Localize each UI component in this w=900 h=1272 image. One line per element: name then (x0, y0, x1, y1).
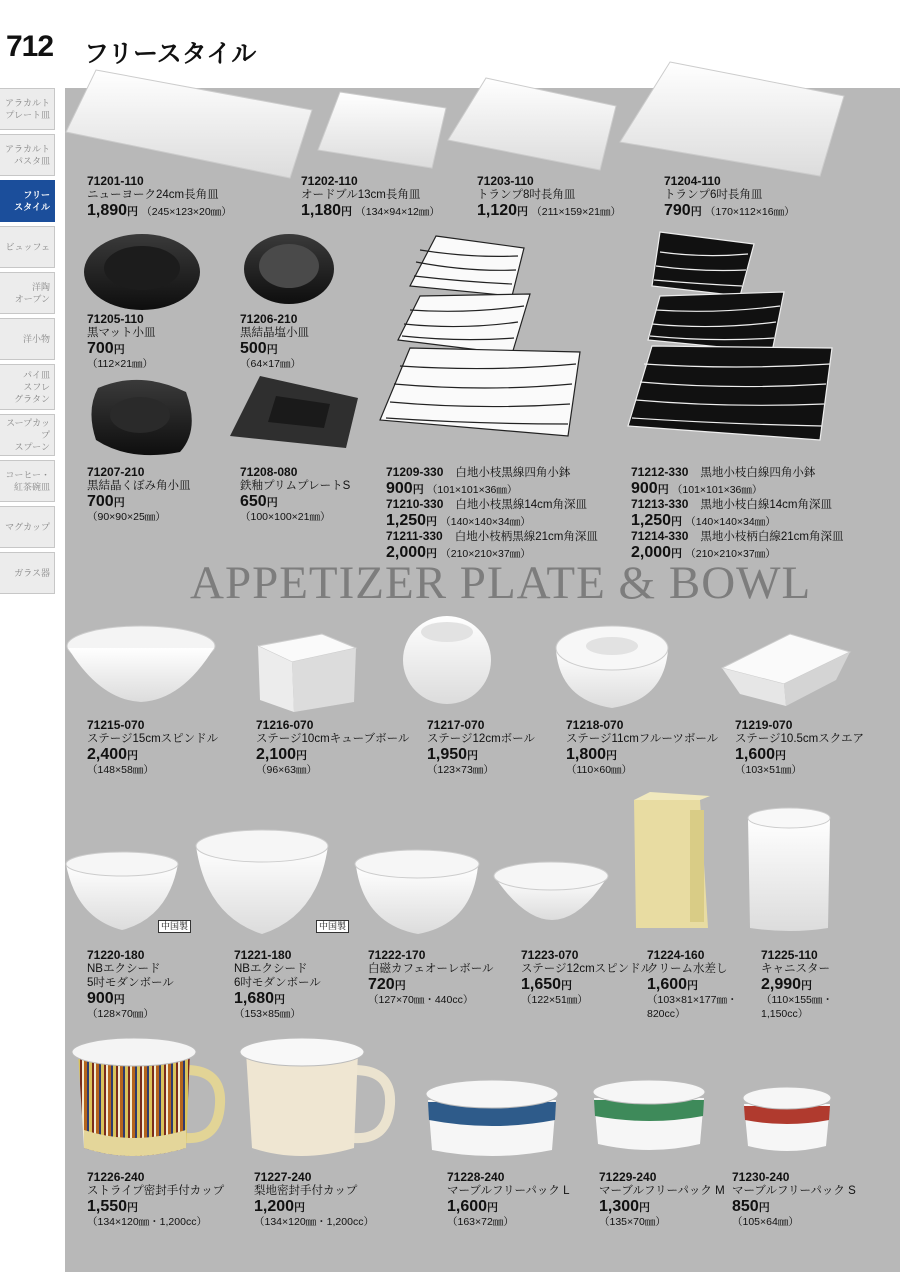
product-code: 71225-110 (761, 948, 818, 962)
product-price: 700 (87, 493, 114, 510)
product-71201: 71201-110 ニューヨーク24cm長角皿 1,890円 （245×123×20㎜） (87, 174, 232, 219)
product-price: 650 (240, 493, 267, 510)
product-name: ニューヨーク24cm長角皿 (87, 189, 219, 201)
product-price: 2,990 (761, 976, 802, 993)
product-71230: 71230-240 マーブルフリーパック S 850円 （105×64㎜） (732, 1170, 856, 1228)
product-71218: 71218-070 ステージ11cmフルーツボール 1,800円 （110×60㎜） (566, 718, 719, 776)
product-71225: 71225-110 キャニスター 2,990円 （110×155㎜・ 1,150cc） (761, 948, 833, 1020)
cup-71227-image (240, 1038, 390, 1156)
nav-item-coffee-tea[interactable]: コーヒー・ 紅茶碗皿 (0, 460, 55, 502)
product-price: 1,650 (521, 976, 562, 993)
pack-71228-image (426, 1080, 558, 1156)
product-group-black-branch: 71212-330 黒地小枝白線四角小鉢 900円 （101×101×36㎜） 71213-330 黒地小枝白線14cm角深皿 1,250円 （140×140×34㎜） 71214-330 黒地小枝柄白線21cm角深皿 2,000円 （210×210×37㎜） (631, 465, 844, 561)
product-price: 2,100 (256, 746, 297, 763)
product-code: 71205-110 (87, 312, 144, 326)
product-price: 720 (368, 976, 395, 993)
product-71229: 71229-240 マーブルフリーパック M 1,300円 （135×70㎜） (599, 1170, 725, 1228)
nav-item-western-oven[interactable]: 洋陶 オーブン (0, 272, 55, 314)
product-dims: （127×70㎜・440cc） (368, 994, 474, 1006)
product-dims: （110×155㎜・ 1,150cc） (761, 994, 833, 1020)
page-number: 712 (6, 30, 54, 63)
product-code: 71220-180 (87, 948, 145, 962)
plate-71208-image (230, 376, 358, 448)
product-name: トランプ6吋長角皿 (664, 189, 763, 201)
product-code: 71227-240 (254, 1170, 312, 1184)
product-code: 71201-110 (87, 174, 144, 188)
canister-71225-image (748, 808, 830, 931)
bowl-71215-image (67, 626, 215, 702)
nav-item-western-small[interactable]: 洋小物 (0, 318, 55, 360)
product-71202: 71202-110 オードブル13cm長角皿 1,180円 （134×94×12㎜） (301, 174, 440, 219)
plate-71204-image (620, 62, 844, 176)
product-name: NBエクシード 5吋モダンボール (87, 963, 174, 989)
product-71204: 71204-110 トランプ6吋長角皿 790円 （170×112×16㎜） (664, 174, 795, 219)
product-price: 700 (87, 340, 114, 357)
product-name: クリーム水差し (647, 963, 728, 975)
product-dims: （245×123×20㎜） (141, 206, 232, 218)
product-price: 790 (664, 202, 691, 219)
product-dims: （135×70㎜） (599, 1216, 666, 1228)
product-71208: 71208-080 鉄釉プリムプレートS 650円 （100×100×21㎜） (240, 465, 351, 523)
product-71203: 71203-110 トランプ8吋長角皿 1,120円 （211×159×21㎜） (477, 174, 621, 219)
page-title: フリースタイル (84, 40, 257, 68)
product-dims: （134×94×12㎜） (355, 206, 440, 218)
product-price: 850 (732, 1198, 759, 1215)
product-dims: （123×73㎜） (427, 764, 494, 776)
product-price: 1,200 (254, 1198, 295, 1215)
nav-item-glassware[interactable]: ガラス器 (0, 552, 55, 594)
bowl-71219-image (722, 634, 850, 706)
product-name: ステージ12cmボール (427, 733, 535, 745)
product-dims: （96×63㎜） (256, 764, 317, 776)
product-dims: （103×81×177㎜・ 820cc） (647, 994, 738, 1020)
product-71207: 71207-210 黒結晶くぼみ角小皿 700円 （90×90×25㎜） (87, 465, 191, 523)
product-name: ステージ10.5cmスクエア (735, 733, 865, 745)
product-71224: 71224-160 クリーム水差し 1,600円 （103×81×177㎜・ 820cc） (647, 948, 738, 1020)
product-code: 71219-070 (735, 718, 793, 732)
product-name: 黒マット小皿 (87, 327, 156, 339)
product-code: 71202-110 (301, 174, 358, 188)
product-dims: （100×100×21㎜） (240, 511, 331, 523)
product-71216: 71216-070 ステージ10cmキューブボール 2,100円 （96×63㎜） (256, 718, 410, 776)
product-71220: 71220-180 NBエクシード 5吋モダンボール 900円 （128×70㎜） (87, 948, 174, 1020)
product-code: 71221-180 (234, 948, 292, 962)
product-dims: （148×58㎜） (87, 764, 154, 776)
product-price: 1,890 (87, 202, 128, 219)
plate-71203-image (448, 78, 616, 170)
product-name: NBエクシード 6吋モダンボール (234, 963, 321, 989)
product-code: 71217-070 (427, 718, 485, 732)
product-name: ステージ12cmスピンドル (521, 963, 653, 975)
product-dims: （211×159×21㎜） (531, 206, 621, 218)
product-price: 500 (240, 340, 267, 357)
product-name: ストライプ密封手付カップ (87, 1185, 225, 1197)
plate-71206-image (244, 234, 334, 304)
product-71228: 71228-240 マーブルフリーパック L 1,600円 （163×72㎜） (447, 1170, 570, 1228)
product-price: 2,400 (87, 746, 128, 763)
product-71222: 71222-170 白磁カフェオーレボール 720円 （127×70㎜・440cc） (368, 948, 494, 1006)
product-code: 71203-110 (477, 174, 534, 188)
product-code: 71215-070 (87, 718, 145, 732)
product-name: トランプ8吋長角皿 (477, 189, 576, 201)
bowl-71217-image (403, 616, 491, 704)
jug-71224-image (634, 792, 710, 928)
nav-item-a-la-carte-pasta[interactable]: アラカルト パスタ皿 (0, 134, 55, 176)
product-code: 71208-080 (240, 465, 298, 479)
product-dims: （134×120㎜・1,200cc） (254, 1216, 374, 1228)
product-name: 梨地密封手付カップ (254, 1185, 358, 1197)
product-code: 71229-240 (599, 1170, 657, 1184)
pack-71229-image (593, 1080, 705, 1150)
product-name: オードブル13cm長角皿 (301, 189, 421, 201)
product-name: ステージ11cmフルーツボール (566, 733, 719, 745)
product-code: 71224-160 (647, 948, 705, 962)
product-71221: 71221-180 NBエクシード 6吋モダンボール 1,680円 （153×85㎜） (234, 948, 321, 1020)
product-71217: 71217-070 ステージ12cmボール 1,950円 （123×73㎜） (427, 718, 535, 776)
product-price: 1,950 (427, 746, 468, 763)
product-price: 1,300 (599, 1198, 640, 1215)
plate-71201-image (66, 70, 312, 178)
product-dims: （128×70㎜） (87, 1008, 154, 1020)
plate-71207-image (91, 380, 191, 455)
product-name: 鉄釉プリムプレートS (240, 480, 351, 492)
product-price: 900 (87, 990, 114, 1007)
product-code: 71223-070 (521, 948, 579, 962)
product-code: 71226-240 (87, 1170, 145, 1184)
product-code: 71222-170 (368, 948, 426, 962)
bowl-71221-image (196, 830, 328, 934)
product-price: 1,180 (301, 202, 342, 219)
nav-item-soup-cup-spoon[interactable]: スープカップ スプーン (0, 414, 55, 456)
bowl-71220-image (66, 852, 178, 930)
product-name: マーブルフリーパック L (447, 1185, 570, 1197)
product-code: 71206-210 (240, 312, 298, 326)
nav-item-a-la-carte-plate[interactable]: アラカルト プレート皿 (0, 88, 55, 130)
product-dims: （110×60㎜） (566, 764, 633, 776)
section-watermark: APPETIZER PLATE & BOWL (190, 557, 812, 609)
product-71226: 71226-240 ストライプ密封手付カップ 1,550円 （134×120㎜・1,200cc） (87, 1170, 225, 1228)
product-dims: （153×85㎜） (234, 1008, 301, 1020)
bowl-71216-image (258, 634, 356, 712)
product-code: 71230-240 (732, 1170, 790, 1184)
product-code: 71228-240 (447, 1170, 505, 1184)
bowl-71223-image (494, 862, 608, 920)
product-71215: 71215-070 ステージ15cmスピンドル 2,400円 （148×58㎜） (87, 718, 219, 776)
plate-71205-image (84, 234, 200, 310)
bowl-71218-image (556, 626, 668, 708)
product-name: マーブルフリーパック S (732, 1185, 856, 1197)
product-71205: 71205-110 黒マット小皿 700円 （112×21㎜） (87, 312, 156, 370)
product-price: 1,800 (566, 746, 607, 763)
product-dims: （103×51㎜） (735, 764, 802, 776)
product-name: マーブルフリーパック M (599, 1185, 725, 1197)
cup-71226-image (72, 1038, 220, 1156)
bowl-71222-image (355, 850, 479, 934)
product-price: 1,550 (87, 1198, 128, 1215)
product-dims: （134×120㎜・1,200cc） (87, 1216, 207, 1228)
product-code: 71216-070 (256, 718, 314, 732)
plate-71202-image (318, 92, 446, 168)
product-dims: （112×21㎜） (87, 358, 154, 370)
nav-item-free-style[interactable]: フリー スタイル (0, 180, 55, 222)
product-name: ステージ10cmキューブボール (256, 733, 410, 745)
product-code: 71204-110 (664, 174, 721, 188)
product-dims: （122×51㎜） (521, 994, 588, 1006)
product-group-white-branch: 71209-330 白地小枝黒線四角小鉢 900円 （101×101×36㎜） 71210-330 白地小枝黒線14cm角深皿 1,250円 （140×140×34㎜） 71211-330 白地小枝柄黒線21cm角深皿 2,000円 （210×210×37㎜） (386, 465, 598, 561)
product-name: 黒結晶くぼみ角小皿 (87, 480, 191, 492)
product-name: ステージ15cmスピンドル (87, 733, 219, 745)
product-71219: 71219-070 ステージ10.5cmスクエア 1,600円 （103×51㎜） (735, 718, 865, 776)
product-71227: 71227-240 梨地密封手付カップ 1,200円 （134×120㎜・1,200cc） (254, 1170, 374, 1228)
product-price: 1,680 (234, 990, 275, 1007)
pack-71230-image (743, 1087, 831, 1151)
bowl-set-71212-image (628, 232, 832, 440)
product-name: キャニスター (761, 963, 830, 975)
product-71206: 71206-210 黒結晶塩小皿 500円 （64×17㎜） (240, 312, 309, 370)
product-code: 71218-070 (566, 718, 624, 732)
product-name: 黒結晶塩小皿 (240, 327, 309, 339)
product-dims: （170×112×16㎜） (704, 206, 795, 218)
nav-item-mug[interactable]: マグカップ (0, 506, 55, 548)
product-name: 白磁カフェオーレボール (368, 963, 494, 975)
product-price: 1,600 (647, 976, 688, 993)
product-dims: （64×17㎜） (240, 358, 301, 370)
nav-item-buffet[interactable]: ビュッフェ (0, 226, 55, 268)
product-71223: 71223-070 ステージ12cmスピンドル 1,650円 （122×51㎜） (521, 948, 653, 1006)
nav-item-pie-souffle-gratin[interactable]: パイ皿 スフレ グラタン (0, 364, 55, 410)
product-code: 71207-210 (87, 465, 145, 479)
product-price: 1,600 (735, 746, 776, 763)
made-in-china-badge: 中国製 (316, 920, 349, 933)
bowl-set-71209-image (380, 236, 580, 436)
product-price: 1,600 (447, 1198, 488, 1215)
product-price: 1,120 (477, 202, 518, 219)
product-dims: （90×90×25㎜） (87, 511, 166, 523)
made-in-china-badge: 中国製 (158, 920, 191, 933)
product-dims: （105×64㎜） (732, 1216, 799, 1228)
product-dims: （163×72㎜） (447, 1216, 514, 1228)
